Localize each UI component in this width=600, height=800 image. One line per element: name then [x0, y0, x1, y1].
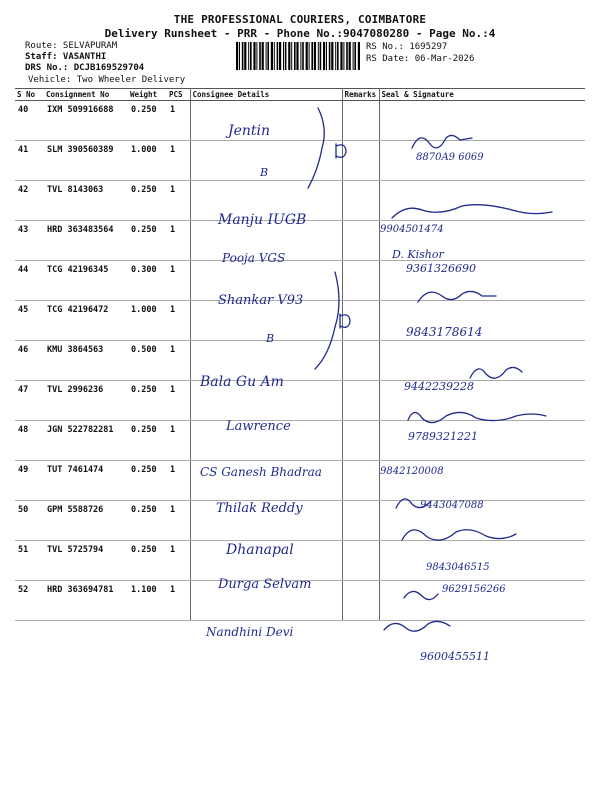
signature-49: Thilak Reddy: [216, 501, 303, 516]
row-sno: 49: [15, 461, 44, 501]
row-weight: 0.250: [128, 181, 167, 221]
row-pcs: 1: [167, 141, 190, 181]
row-weight: 0.250: [128, 101, 167, 141]
row-consignment: TUT 7461474: [44, 461, 128, 501]
consignee-cell: [190, 501, 342, 541]
signature-52: Nandhini Devi: [206, 625, 294, 639]
barcode-bar: [358, 42, 360, 70]
signature-41: B: [260, 166, 269, 179]
phone-48: 9842120008: [380, 466, 444, 477]
barcode-bar: [250, 42, 252, 70]
consignee-cell: [190, 221, 342, 261]
row-pcs: 1: [167, 261, 190, 301]
signature-43: Pooja VGS: [222, 251, 286, 265]
barcode-bar: [294, 42, 296, 70]
row-weight: 0.250: [128, 541, 167, 581]
remarks-cell: [342, 381, 379, 421]
signature-44: Shankar V93: [218, 293, 304, 308]
signature-45: B: [266, 332, 275, 345]
table-row: [15, 141, 585, 181]
table-row: [15, 381, 585, 421]
consignee-cell: [190, 541, 342, 581]
phone-50: 9843046515: [426, 562, 490, 573]
row-pcs: 1: [167, 181, 190, 221]
seal-cell: [379, 101, 585, 141]
col-pcs: PCS: [167, 89, 190, 101]
barcode-bar: [314, 42, 316, 70]
route-label: Route: SELVAPURAM: [25, 41, 118, 51]
barcode-bar: [277, 42, 279, 70]
row-consignment: TCG 42196472: [44, 301, 128, 341]
remarks-cell: [342, 301, 379, 341]
barcode-bar: [262, 42, 264, 70]
row-sno: 52: [15, 581, 44, 621]
runsheet-table: [15, 88, 585, 621]
row-consignment: TVL 8143063: [44, 181, 128, 221]
table-row: [15, 421, 585, 461]
row-sno: 48: [15, 421, 44, 461]
barcode-bar: [296, 42, 298, 70]
barcode-bar: [244, 42, 246, 70]
seal-cell: [379, 381, 585, 421]
seal-cell: [379, 301, 585, 341]
row-sno: 47: [15, 381, 44, 421]
staff-label: Staff: VASANTHI: [25, 52, 107, 62]
col-weight: Weight: [128, 89, 167, 101]
remarks-cell: [342, 421, 379, 461]
remarks-cell: [342, 141, 379, 181]
row-pcs: 1: [167, 541, 190, 581]
barcode-bar: [266, 42, 267, 70]
row-sno: 50: [15, 501, 44, 541]
barcode-bar: [306, 42, 308, 70]
vehicle-label: Vehicle: Two Wheeler Delivery: [28, 75, 186, 85]
seal-sign-52: [384, 621, 450, 631]
phone-52: 9600455511: [420, 650, 490, 663]
consignee-cell: [190, 261, 342, 301]
consignee-cell: [190, 101, 342, 141]
barcode-bar: [337, 42, 339, 70]
barcode-bar: [318, 42, 319, 70]
barcode-bar: [323, 42, 325, 70]
phone-46: 9442239228: [404, 380, 474, 393]
row-sno: 41: [15, 141, 44, 181]
table-row: [15, 341, 585, 381]
signature-40: Jentin: [228, 123, 271, 139]
consignee-cell: [190, 301, 342, 341]
table-row: [15, 541, 585, 581]
row-pcs: 1: [167, 501, 190, 541]
remarks-cell: [342, 461, 379, 501]
barcode-bar: [326, 42, 327, 70]
rs-date: RS Date: 06-Mar-2026: [366, 54, 475, 64]
header-right-block: [366, 41, 474, 65]
barcode-bar: [343, 42, 344, 70]
signature-47: Lawrence: [226, 419, 291, 434]
header-left-block: [25, 41, 144, 74]
phone-41: 8870A9 6069: [416, 152, 484, 163]
row-consignment: SLM 390560389: [44, 141, 128, 181]
row-consignment: TVL 5725794: [44, 541, 128, 581]
row-pcs: 1: [167, 301, 190, 341]
row-sno: 42: [15, 181, 44, 221]
barcode-bar: [300, 42, 301, 70]
barcode-bar: [239, 42, 240, 70]
barcode-bar: [320, 42, 322, 70]
remarks-cell: [342, 261, 379, 301]
table-row: [15, 461, 585, 501]
seal-cell: [379, 221, 585, 261]
barcode-bar: [256, 42, 257, 70]
row-sno: 46: [15, 341, 44, 381]
phone-47: 9789321221: [408, 430, 478, 443]
barcode-bar: [248, 42, 249, 70]
consignee-cell: [190, 581, 342, 621]
row-consignment: HRD 363483564: [44, 221, 128, 261]
signature-50: Dhanapal: [226, 542, 294, 558]
seal-cell: [379, 341, 585, 381]
row-sno: 45: [15, 301, 44, 341]
row-consignment: TVL 2996236: [44, 381, 128, 421]
barcode-bar: [288, 42, 290, 70]
row-weight: 0.250: [128, 461, 167, 501]
signature-51: Durga Selvam: [218, 577, 312, 592]
remarks-cell: [342, 501, 379, 541]
row-consignment: GPM 5588726: [44, 501, 128, 541]
remarks-cell: [342, 541, 379, 581]
barcode-bar: [340, 42, 342, 70]
table-row: [15, 501, 585, 541]
runsheet-subtitle: Delivery Runsheet - PRR - Phone No.:9047080280 - Page No.:4: [104, 27, 496, 40]
barcode-bar: [309, 42, 310, 70]
barcode-bar: [279, 42, 281, 70]
table-row: [15, 301, 585, 341]
consignee-cell: [190, 341, 342, 381]
drs-label: DRS No.: DCJB169529704: [25, 63, 145, 73]
col-sno: S No: [15, 89, 44, 101]
row-consignment: TCG 42196345: [44, 261, 128, 301]
phone-45: 9843178614: [406, 325, 483, 339]
col-seal: Seal & Signature: [379, 89, 585, 101]
row-sno: 40: [15, 101, 44, 141]
barcode-bar: [242, 42, 244, 70]
barcode-bar: [302, 42, 304, 70]
row-pcs: 1: [167, 221, 190, 261]
col-remarks: Remarks: [342, 89, 379, 101]
barcode-bar: [271, 42, 273, 70]
barcode-bar: [331, 42, 333, 70]
remarks-cell: [342, 221, 379, 261]
table-row: [15, 101, 585, 141]
phone-51: 9629156266: [442, 584, 506, 595]
seal-cell: [379, 181, 585, 221]
remarks-cell: [342, 101, 379, 141]
table-header-row: [15, 89, 585, 101]
barcode-bar: [311, 42, 313, 70]
row-weight: 0.300: [128, 261, 167, 301]
row-weight: 1.000: [128, 301, 167, 341]
rs-number: RS No.: 1695297: [366, 42, 448, 52]
col-consignment: Consignment No: [44, 89, 128, 101]
barcode-bar: [253, 42, 255, 70]
barcode-bar: [283, 42, 284, 70]
consignee-cell: [190, 181, 342, 221]
seal-cell: [379, 461, 585, 501]
barcode-bar: [259, 42, 261, 70]
row-consignment: JGN 522782281: [44, 421, 128, 461]
table-row: [15, 221, 585, 261]
signature-46: Bala Gu Am: [200, 374, 284, 390]
row-weight: 1.000: [128, 141, 167, 181]
phone-43: 9361326690: [406, 262, 476, 275]
row-pcs: 1: [167, 581, 190, 621]
seal-cell: [379, 581, 585, 621]
row-pcs: 1: [167, 421, 190, 461]
row-weight: 0.250: [128, 421, 167, 461]
barcode-bar: [349, 42, 351, 70]
seal-cell: [379, 421, 585, 461]
seal-cell: [379, 261, 585, 301]
table-row: [15, 261, 585, 301]
phone-49: 9443047088: [420, 500, 484, 511]
remarks-cell: [342, 181, 379, 221]
consignee-cell: [190, 421, 342, 461]
barcode-icon: [236, 42, 362, 70]
row-consignment: HRD 363694781: [44, 581, 128, 621]
row-pcs: 1: [167, 101, 190, 141]
barcode-bar: [267, 42, 269, 70]
barcode-bar: [291, 42, 292, 70]
consignee-cell: [190, 141, 342, 181]
row-pcs: 1: [167, 461, 190, 501]
name-43: D. Kishor: [392, 248, 444, 261]
consignee-cell: [190, 461, 342, 501]
row-sno: 44: [15, 261, 44, 301]
table-row: [15, 181, 585, 221]
signature-48: CS Ganesh Bhadraa: [200, 465, 322, 479]
row-weight: 0.500: [128, 341, 167, 381]
barcode-bar: [346, 42, 348, 70]
remarks-cell: [342, 341, 379, 381]
row-weight: 0.250: [128, 221, 167, 261]
row-sno: 43: [15, 221, 44, 261]
row-consignment: KMU 3864563: [44, 341, 128, 381]
remarks-cell: [342, 581, 379, 621]
barcode-bar: [335, 42, 336, 70]
company-title: THE PROFESSIONAL COURIERS, COIMBATORE: [173, 13, 427, 26]
table-row: [15, 581, 585, 621]
barcode-bar: [285, 42, 287, 70]
phone-42: 9904501474: [380, 224, 444, 235]
seal-cell: [379, 541, 585, 581]
barcode-bar: [236, 42, 238, 70]
row-consignment: IXM 509916688: [44, 101, 128, 141]
row-sno: 51: [15, 541, 44, 581]
row-pcs: 1: [167, 341, 190, 381]
seal-cell: [379, 501, 585, 541]
signature-42: Manju IUGB: [218, 212, 307, 228]
col-consignee: Consignee Details: [190, 89, 342, 101]
barcode-bar: [274, 42, 275, 70]
seal-cell: [379, 141, 585, 181]
row-pcs: 1: [167, 381, 190, 421]
barcode-bar: [354, 42, 356, 70]
consignee-cell: [190, 381, 342, 421]
barcode-bar: [329, 42, 331, 70]
row-weight: 1.100: [128, 581, 167, 621]
row-weight: 0.250: [128, 381, 167, 421]
row-weight: 0.250: [128, 501, 167, 541]
barcode-bar: [353, 42, 354, 70]
